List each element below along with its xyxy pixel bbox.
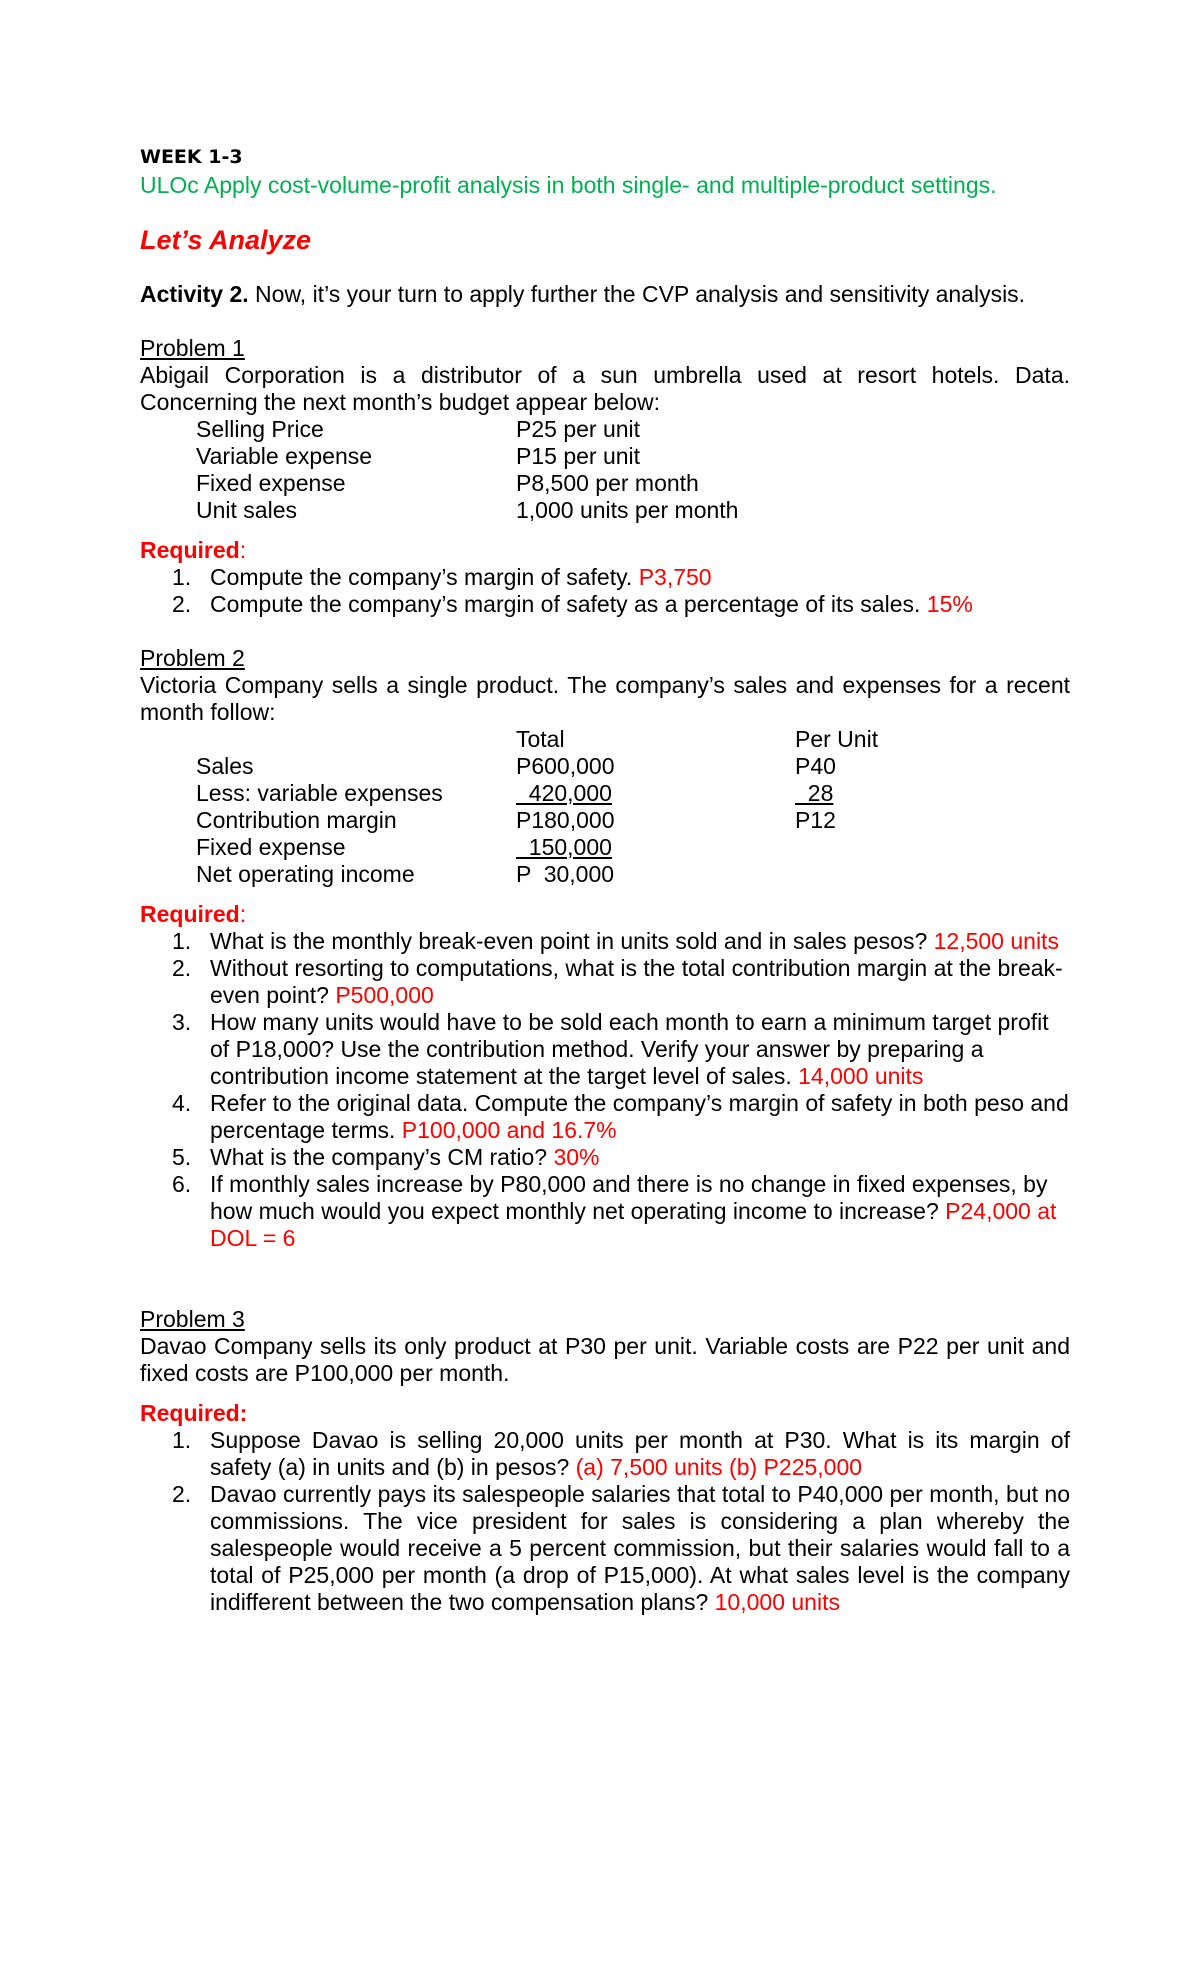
list-item	[140, 1427, 1070, 1481]
item-number: 2.	[172, 1481, 192, 1507]
list-item	[140, 564, 1070, 591]
p1-data-value: P15 per unit	[516, 443, 641, 469]
p2-row-per-unit: P40	[795, 753, 836, 779]
answer-text: P3,750	[638, 564, 712, 590]
question-text: What is the company’s CM ratio?	[210, 1144, 554, 1170]
item-number: 1.	[172, 1427, 192, 1453]
answer-text: 15%	[926, 591, 973, 617]
problem1-questions	[140, 564, 1070, 618]
problem3-intro: Davao Company sells its only product at P30 per unit. Variable costs are P22 per unit and fixed costs are P100,000 per month.	[140, 1333, 1070, 1386]
p1-data-value: P8,500 per month	[516, 470, 699, 496]
section-title: Let’s Analyze	[140, 225, 312, 255]
answer-text: (a) 7,500 units (b) P225,000	[575, 1454, 863, 1480]
question-text: Suppose Davao is selling 20,000 units per month at P30. What is its margin of safety (a) in units and (b) in pesos?	[210, 1427, 1070, 1480]
question-text: Compute the company’s margin of safety.	[210, 564, 639, 590]
p2-row-label: Sales	[196, 753, 254, 779]
problem2-intro: Victoria Company sells a single product. The company’s sales and expenses for a recent month follow:	[140, 672, 1070, 725]
answer-text: P100,000 and 16.7%	[401, 1117, 617, 1143]
p1-data-label: Selling Price	[196, 416, 324, 442]
item-number: 2.	[172, 955, 192, 981]
p2-row-total: P600,000	[516, 753, 615, 779]
p1-data-label: Variable expense	[196, 443, 373, 469]
p2-row-label: Contribution margin	[196, 807, 397, 833]
item-number: 5.	[172, 1144, 192, 1170]
col-header-total: Total	[516, 726, 565, 752]
problem1-required	[140, 537, 246, 564]
problem3-title: Problem 3	[140, 1306, 245, 1332]
question-text: If monthly sales increase by P80,000 and there is no change in fixed expenses, by how much would you expect monthly net operating income to increase?	[210, 1171, 1048, 1224]
answer-text: 12,500 units	[933, 928, 1059, 954]
week-label: WEEK 1-3	[140, 146, 243, 168]
question-text: Without resorting to computations, what is the total contribution margin at the break-even point?	[210, 955, 1063, 1008]
p2-row-total: P180,000	[516, 807, 615, 833]
list-item	[140, 1009, 1070, 1090]
list-item	[140, 955, 1070, 1009]
problem2-required	[140, 901, 246, 928]
answer-text: P24,000 at DOL = 6	[210, 1198, 1057, 1251]
p2-row-total: 150,000	[516, 834, 612, 860]
list-item	[140, 928, 1070, 955]
question-text: What is the monthly break-even point in units sold and in sales pesos?	[210, 928, 934, 954]
problem2-questions	[140, 928, 1070, 1252]
p2-row-label: Net operating income	[196, 861, 415, 887]
list-item	[140, 1481, 1070, 1616]
list-item	[140, 1144, 1070, 1171]
item-number: 4.	[172, 1090, 192, 1116]
answer-text: 14,000 units	[798, 1063, 924, 1089]
problem3-required: Required:	[140, 1400, 248, 1426]
p1-data-value: P25 per unit	[516, 416, 641, 442]
required-label: Required	[140, 537, 240, 563]
item-number: 6.	[172, 1171, 192, 1197]
question-text: Compute the company’s margin of safety as a percentage of its sales.	[210, 591, 927, 617]
col-header-per-unit: Per Unit	[795, 726, 879, 752]
p2-row-total: 420,000	[516, 780, 612, 806]
answer-text: P500,000	[335, 982, 434, 1008]
p2-row-label: Less: variable expenses	[196, 780, 443, 806]
item-number: 1.	[172, 928, 192, 954]
item-number: 1.	[172, 564, 192, 590]
p2-row-total: P 30,000	[516, 861, 615, 887]
problem1-title: Problem 1	[140, 335, 245, 361]
list-item	[140, 1090, 1070, 1144]
p2-row-per-unit: 28	[795, 780, 834, 806]
problem1-intro: Abigail Corporation is a distributor of a sun umbrella used at resort hotels. Data. Concerning the next month’s budget appear below:	[140, 362, 1070, 415]
required-colon: :	[239, 901, 247, 927]
required-colon: :	[239, 537, 247, 563]
p2-row-per-unit: P12	[795, 807, 836, 833]
answer-text: 30%	[553, 1144, 600, 1170]
required-label: Required	[140, 901, 240, 927]
question-text: Davao currently pays its salespeople salaries that total to P40,000 per month, but no commissions. The vice president for sales is considering a plan whereby the salespeople would receive a 5 percent commission, but their salaries would fall to a total of P25,000 per month (a drop of P15,000). At what sales level is the company indifferent between the two compensation plans?	[210, 1481, 1070, 1615]
activity-line	[140, 281, 1025, 308]
list-item	[140, 591, 1070, 618]
problem3-questions	[140, 1427, 1070, 1616]
item-number: 2.	[172, 591, 192, 617]
list-item	[140, 1171, 1070, 1252]
p1-data-label: Unit sales	[196, 497, 297, 523]
question-text: Refer to the original data. Compute the company’s margin of safety in both peso and percentage terms.	[210, 1090, 1069, 1143]
p2-row-label: Fixed expense	[196, 834, 346, 860]
item-number: 3.	[172, 1009, 192, 1035]
p1-data-label: Fixed expense	[196, 470, 346, 496]
answer-text: 10,000 units	[714, 1589, 840, 1615]
question-text: How many units would have to be sold each month to earn a minimum target profit of P18,000? Use the contribution method. Verify your answer by preparing a contribution income statement at the target level of sales.	[210, 1009, 1049, 1089]
uloc-objective: ULOc Apply cost-volume-profit analysis in both single- and multiple-product settings.	[140, 172, 997, 198]
problem2-title: Problem 2	[140, 645, 245, 671]
activity-text: Now, it’s your turn to apply further the CVP analysis and sensitivity analysis.	[248, 281, 1026, 307]
p1-data-value: 1,000 units per month	[516, 497, 739, 523]
activity-label: Activity 2.	[140, 281, 249, 307]
